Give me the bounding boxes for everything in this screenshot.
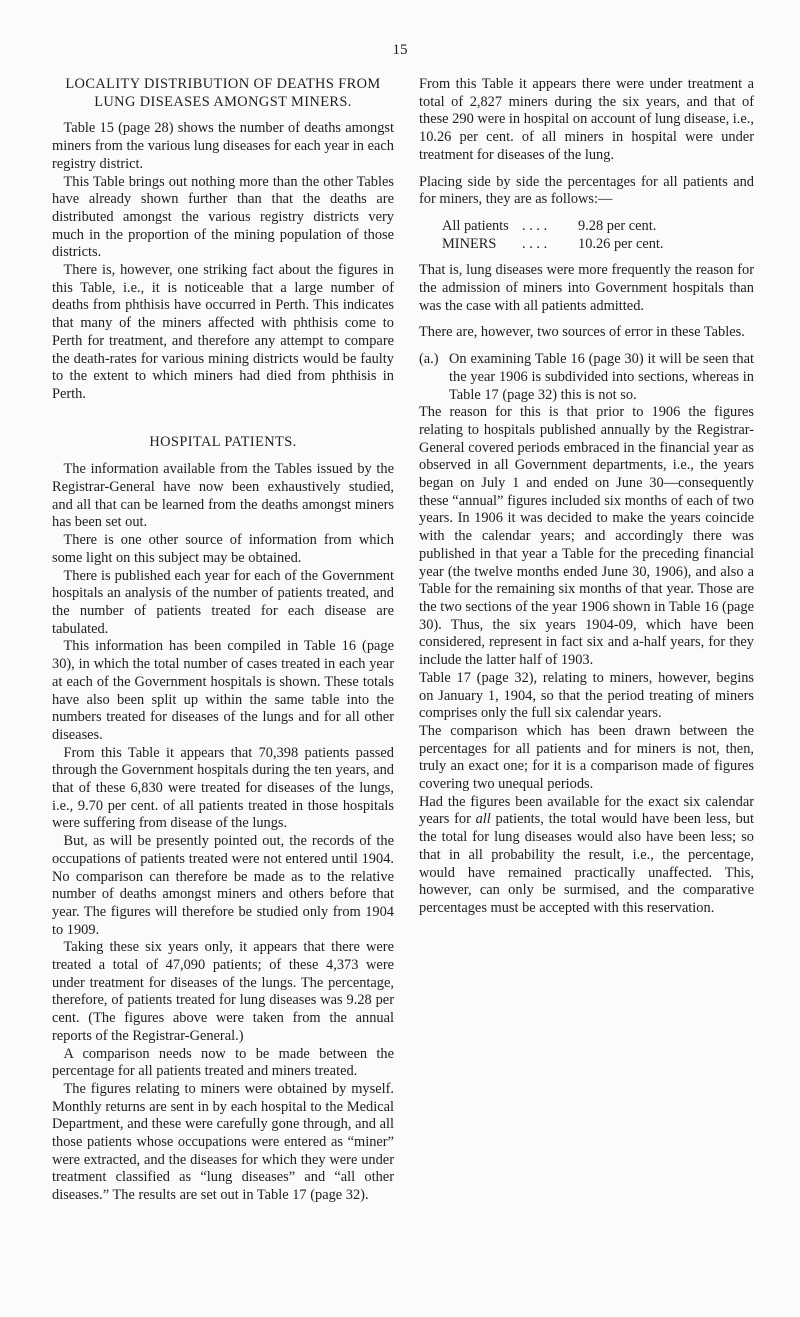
right-column xyxy=(419,76,754,918)
paragraph: From this Table it appears that 70,398 patients passed through the Government hospitals during the ten years, and that of these 6,830 were treated for diseases of the lungs, i.e., 9.70 per cent. of all patients treated in those hospitals were suffering from disease of the lungs. xyxy=(52,744,394,832)
percentage-row-all-patients xyxy=(419,218,754,236)
row-label: All patients xyxy=(442,217,509,234)
paragraph-text: Had the figures been available for the exact six calendar years for xyxy=(419,793,754,828)
row-label: MINERS xyxy=(442,235,497,252)
paragraph: Placing side by side the percentages for all patients and for miners, they are as follows:— xyxy=(419,173,754,208)
list-item-marker: (a.) xyxy=(419,351,439,368)
paragraph: There is, however, one striking fact about the figures in this Table, i.e., it is noticeable that a large number of deaths from phthisis have occurred in Perth. This indicates that many of the miners affected with phthisis come to Perth for treatment, and therefore any attempt to compare the death-rates for various mining districts would be faulty to the extent to which miners had died from phthisis in Perth. xyxy=(52,262,394,402)
paragraph: The comparison which has been drawn between the percentages for all patients and for miners is not, then, truly an exact one; for it is a comparison made of figures covering two unequal periods. xyxy=(419,722,754,793)
paragraph: This Table brings out nothing more than the other Tables have already shown further than that the deaths are distributed amongst the various registry districts very much in the proportion of the mining population of those districts. xyxy=(52,173,394,261)
emphasis-text: all xyxy=(475,811,491,828)
paragraph: The reason for this is that prior to 1906 the figures relating to hospitals published annually by the Registrar-General covered periods embraced in the financial year as observed in all Government departments, i.e., the years began on July 1 and ended on June 30—consequently these “annual” figures included six months of each of two years. In 1906 it was decided to make the years coincide with the calendar years; and accordingly there was published in that year a Table for the preceding financial year (the twelve months ended June 30, 1906), and also a Table for the remaining six months of that year. Those are the two sections of the year 1906 shown in Table 16 (page 30). Thus, the six years 1904-09, which have been considered, represent in fact six and a-half years, for they include the latter half of 1903. xyxy=(419,404,754,669)
paragraph: There is one other source of information from which some light on this subject may be obtained. xyxy=(52,532,394,566)
paragraph: There is published each year for each of the Government hospitals an analysis of the number of patients treated, and the number of patients treated for each disease are tabulated. xyxy=(52,567,394,637)
row-leader-dots: . . . . xyxy=(522,235,548,252)
paragraph: There are, however, two sources of error in these Tables. xyxy=(419,324,745,341)
left-column xyxy=(52,76,394,1205)
section-title-line-2: LUNG DISEASES AMONGST MINERS. xyxy=(94,93,352,110)
section-heading-hospital-patients: HOSPITAL PATIENTS. xyxy=(149,433,297,450)
paragraph: Table 15 (page 28) shows the number of deaths amongst miners from the various lung diseases for each year in each registry district. xyxy=(52,120,394,172)
paragraph: That is, lung diseases were more frequently the reason for the admission of miners into Government hospitals than was the case with all patients admitted. xyxy=(419,262,754,314)
page-number: 15 xyxy=(392,42,408,58)
section-title-line-1: LOCALITY DISTRIBUTION OF DEATHS FROM xyxy=(65,76,381,92)
paragraph: From this Table it appears there were under treatment a total of 2,827 miners during the six years, and that of these 290 were in hospital on account of lung disease, i.e., 10.26 per cent. of all miners in hospital were under treatment for diseases of the lung. xyxy=(419,76,754,163)
paragraph xyxy=(419,794,754,918)
paragraph: But, as will be presently pointed out, the records of the occupations of patients treated were not entered until 1904. No comparison can therefore be made as to the relative number of deaths amongst miners and others before that year. The figures will therefore be studied only from 1904 to 1909. xyxy=(52,833,394,938)
list-item-a xyxy=(419,351,754,404)
row-value: 10.26 per cent. xyxy=(578,235,664,252)
paragraph: Taking these six years only, it appears that there were treated a total of 47,090 patients; of these 4,373 were under treatment for diseases of the lungs. The percentage, therefore, of patients treated for lung diseases was 9.28 per cent. (The figures above were taken from the annual reports of the Registrar-General.) xyxy=(52,939,394,1044)
list-item-text: On examining Table 16 (page 30) it will be seen that the year 1906 is subdivided into sections, whereas in Table 17 (page 32) this is not so. xyxy=(449,351,754,403)
row-value: 9.28 per cent. xyxy=(578,217,657,234)
paragraph: The figures relating to miners were obtained by myself. Monthly returns are sent in by each hospital to the Medical Department, and these were carefully gone through, and all those patients whose occupations were entered as “miner” were extracted, and the diseases for which they were under treatment classified as “lung diseases” and “all other diseases.” The results are set out in Table 17 (page 32). xyxy=(52,1080,394,1204)
paragraph-text: patients, the total would have been less, but the total for lung diseases would also have been less; so that in all probability the result, i.e., the percentage, would have remained practically unaffected. This, however, can only be surmised, and the comparative percentages must be accepted with this reservation. xyxy=(419,811,754,916)
paragraph: Table 17 (page 32), relating to miners, however, begins on January 1, 1904, so that the period treating of miners comprises only the full six calendar years. xyxy=(419,669,754,722)
row-leader-dots: . . . . xyxy=(522,217,548,234)
percentage-row-miners xyxy=(419,236,754,254)
paragraph: This information has been compiled in Table 16 (page 30), in which the total number of cases treated in each year at each of the Government hospitals is shown. These totals have also been split up within the same table into the numbers treated for diseases of the lungs and for all other diseases. xyxy=(52,638,394,743)
paragraph: The information available from the Tables issued by the Registrar-General have now been exhaustively studied, and all that can be learned from the deaths amongst miners has been set out. xyxy=(52,461,394,531)
section-title xyxy=(52,76,394,111)
paragraph: A comparison needs now to be made between the percentage for all patients treated and miners treated. xyxy=(52,1045,394,1080)
